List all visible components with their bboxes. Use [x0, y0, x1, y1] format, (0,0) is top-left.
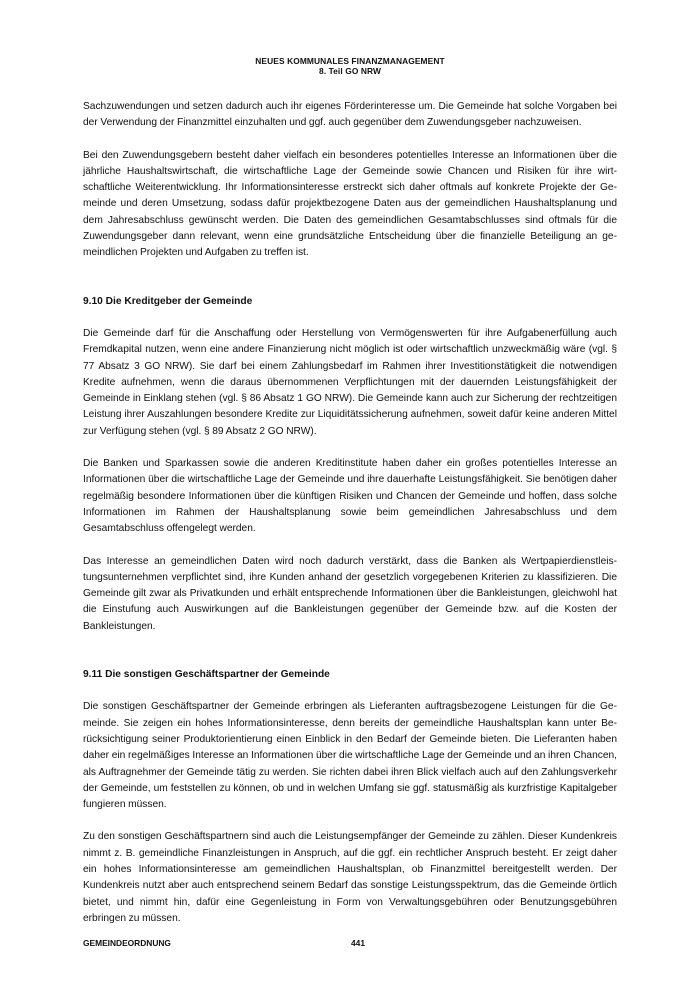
- header-subtitle: 8. Teil GO NRW: [318, 66, 382, 76]
- paragraph-leistungsempfaenger: Zu den sonstigen Geschäftspartnern sind auch die Leistungsempfänger der Gemeinde zu zählen. Dieser Kundenkreis nimmt z. B. gemeindliche Finanzleistungen in Anspruch, auf die ggf. ein rechtlicher Anspruch besteht. Er zeigt daher ein hohes Informationsinteresse am gemeindlichen Haushaltsplan, ob Finanzmittel bereitgestellt werden. Der Kundenkreis nutzt aber auch entsprechend seinem Bedarf das sonstige Leistungsspektrum, das die Gemeinde örtlich bietet, und nimmt hin, dafür eine Gegenleistung in Form von Verwaltungsgebühren oder Benutzungsgebühren erbringen zu müssen.: [83, 831, 617, 924]
- paragraph-lieferanten: Die sonstigen Geschäftspartner der Gemeinde erbringen als Lieferanten auftragsbezogene Leistungen für die Gemeinde. Sie zeigen ein hohes Informationsinteresse, denn bereits der gemeindliche Haushaltsplan kann unter Berücksichtigung seiner Produktorientierung einen Einblick in den Bedarf der Gemeinde bieten. Die Lieferanten haben daher ein regelmäßiges Interesse an Informationen über die wirtschaftliche Lage der Gemeinde und an ihren Chancen, als Auftragnehmer der Gemeinde tätig zu werden. Sie richten dabei ihren Blick vielfach auch auf den Zahlungsverkehr der Gemeinde, um feststellen zu können, ob und in welchen Umfang sie ggf. statusmäßig als kurzfristige Kapitalgeber fungieren müssen.: [83, 701, 617, 811]
- paragraph-banken-interesse: Die Banken und Sparkassen sowie die anderen Kreditinstitute haben daher ein großes potentielles Interesse an Informationen über die wirtschaftliche Lage der Gemeinde und ihre dauerhafte Leistungsfähigkeit. Sie benötigen daher regelmäßig besondere Informationen über die künftigen Risiken und Chancen der Gemeinde und hoffen, dass solche Informationen im Rahmen der Haushaltsplanung sowie beim gemeindlichen Jahresabschluss und dem Gesamtabschluss offengelegt werden.: [83, 458, 617, 535]
- page-number: 441: [351, 938, 365, 948]
- footer-section-label: GEMEINDEORDNUNG: [83, 938, 171, 948]
- section-heading-9-11: 9.11 Die sonstigen Geschäftspartner der Gemeinde: [83, 669, 330, 681]
- page-header: [0, 56, 700, 76]
- paragraph-kreditaufnahme: Die Gemeinde darf für die Anschaffung oder Herstellung von Vermögenswerten für ihre Aufgabenerfüllung auch Fremdkapital nutzen, wenn eine andere Finanzierung nicht möglich ist oder wirtschaftlich unzweckmäßig wäre (vgl. § 77 Absatz 3 GO NRW). Sie darf bei einem Zahlungsbedarf im Rahmen ihrer Investitionstätigkeit die notwendigen Kredite aufnehmen, wenn die daraus übernommenen Verpflichtungen mit der dauernden Leistungsfähigkeit der Gemeinde in Einklang stehen (vgl. § 86 Absatz 1 GO NRW). Die Gemeinde kann auch zur Sicherung der rechtzeitigen Leistung ihrer Auszahlungen besondere Kredite zur Liquiditätssicherung aufnehmen, soweit dafür keine anderen Mittel zur Verfügung stehen (vgl. § 89 Absatz 2 GO NRW).: [83, 327, 617, 437]
- header-title: NEUES KOMMUNALES FINANZMANAGEMENT: [255, 56, 445, 66]
- section-heading-9-10: 9.10 Die Kreditgeber der Gemeinde: [83, 295, 253, 307]
- paragraph-zuwendungsgeber: Bei den Zuwendungsgebern besteht daher vielfach ein besonderes potentielles Interesse an Informationen über die jährliche Haushaltswirtschaft, die wirtschaftliche Lage der Gemeinde sowie Chancen und Risiken für ihre wirtschaftliche Weiterentwicklung. Ihr Informationsinteresse erstreckt sich daher oftmals auf konkrete Projekte der Gemeinde und deren Umsetzung, sodass dafür projektbezogene Daten aus der gemeindlichen Haushaltsplanung und dem Jahresabschluss gewünscht werden. Die Daten des gemeindlichen Gesamtabschlusses sind oftmals für die Zuwendungsgeber dann relevant, wenn eine grundsätzliche Entscheidung über die finanzielle Beteiligung an gemeindlichen Projekten und Aufgaben zu treffen ist.: [83, 149, 617, 259]
- paragraph-wertpapierdienstleistung: Das Interesse an gemeindlichen Daten wird noch dadurch verstärkt, dass die Banken als Wertpapierdienstleistungsunternehmen verpflichtet sind, ihre Kunden anhand der gesetzlich vorgegebenen Kriterien zu klassifizieren. Die Gemeinde gilt zwar als Privatkunden und erhält entsprechende Informationen über die Bankleistungen, gleichwohl hat die Einstufung auch Auswirkungen auf die Bankleistungen gegenüber der Gemeinde bzw. auf die Kosten der Bankleistungen.: [83, 555, 617, 632]
- page-footer: [83, 938, 617, 950]
- paragraph-continuation: Sachzuwendungen und setzen dadurch auch ihr eigenes Förderinteresse um. Die Gemeinde hat solche Vorgaben bei der Verwendung der Finanzmittel einzuhalten und ggf. auch gegenüber dem Zuwendungsgeber nachzuweisen.: [83, 101, 617, 129]
- document-body: [83, 99, 617, 927]
